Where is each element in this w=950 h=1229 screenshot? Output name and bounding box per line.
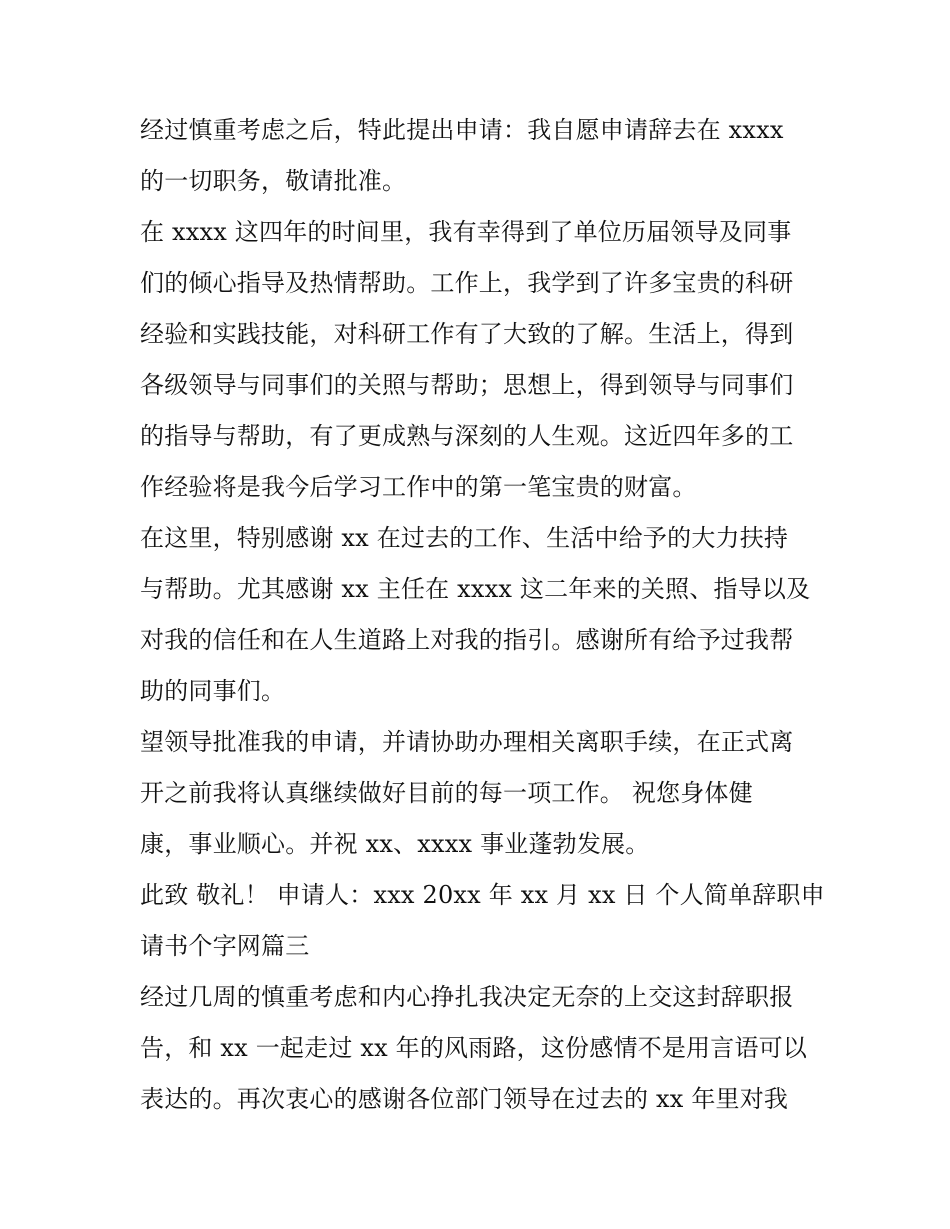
text-line: 此致 敬礼！ 申请人：xxx 20xx 年 xx 月 xx 日 个人简单辞职申 bbox=[140, 881, 825, 909]
text-line: 经过几周的慎重考虑和内心挣扎我决定无奈的上交这封辞职报 bbox=[140, 983, 794, 1011]
text-line: 表达的。再次衷心的感谢各位部门领导在过去的 xx 年里对我 bbox=[140, 1085, 789, 1113]
text-line: 与帮助。尤其感谢 xx 主任在 xxxx 这二年来的关照、指导以及 bbox=[140, 575, 811, 603]
text-line: 在 xxxx 这四年的时间里，我有幸得到了单位历届领导及同事 bbox=[140, 218, 792, 246]
text-line: 经验和实践技能，对科研工作有了大致的了解。生活上，得到 bbox=[140, 320, 794, 348]
document-body bbox=[140, 105, 825, 1125]
text-line: 各级领导与同事们的关照与帮助；思想上，得到领导与同事们 bbox=[140, 371, 794, 399]
text-line: 作经验将是我今后学习工作中的第一笔宝贵的财富。 bbox=[140, 473, 697, 501]
text-line: 的指导与帮助，有了更成熟与深刻的人生观。这近四年多的工 bbox=[140, 422, 794, 450]
text-line: 告，和 xx 一起走过 xx 年的风雨路，这份感情不是用言语可以 bbox=[140, 1034, 808, 1062]
text-line: 助的同事们。 bbox=[140, 677, 286, 705]
text-line: 们的倾心指导及热情帮助。工作上，我学到了许多宝贵的科研 bbox=[140, 269, 794, 297]
text-line: 望领导批准我的申请，并请协助办理相关离职手续，在正式离 bbox=[140, 728, 794, 756]
text-line: 在这里，特别感谢 xx 在过去的工作、生活中给予的大力扶持 bbox=[140, 524, 789, 552]
text-line: 对我的信任和在人生道路上对我的指引。感谢所有给予过我帮 bbox=[140, 626, 794, 654]
text-line: 经过慎重考虑之后，特此提出申请：我自愿申请辞去在 xxxx bbox=[140, 116, 784, 144]
text-line: 请书个字网篇三 bbox=[140, 932, 310, 960]
text-line: 的一切职务，敬请批准。 bbox=[140, 167, 407, 195]
text-line: 开之前我将认真继续做好目前的每一项工作。 祝您身体健 bbox=[140, 779, 753, 807]
text-line: 康，事业顺心。并祝 xx、xxxx 事业蓬勃发展。 bbox=[140, 830, 650, 858]
